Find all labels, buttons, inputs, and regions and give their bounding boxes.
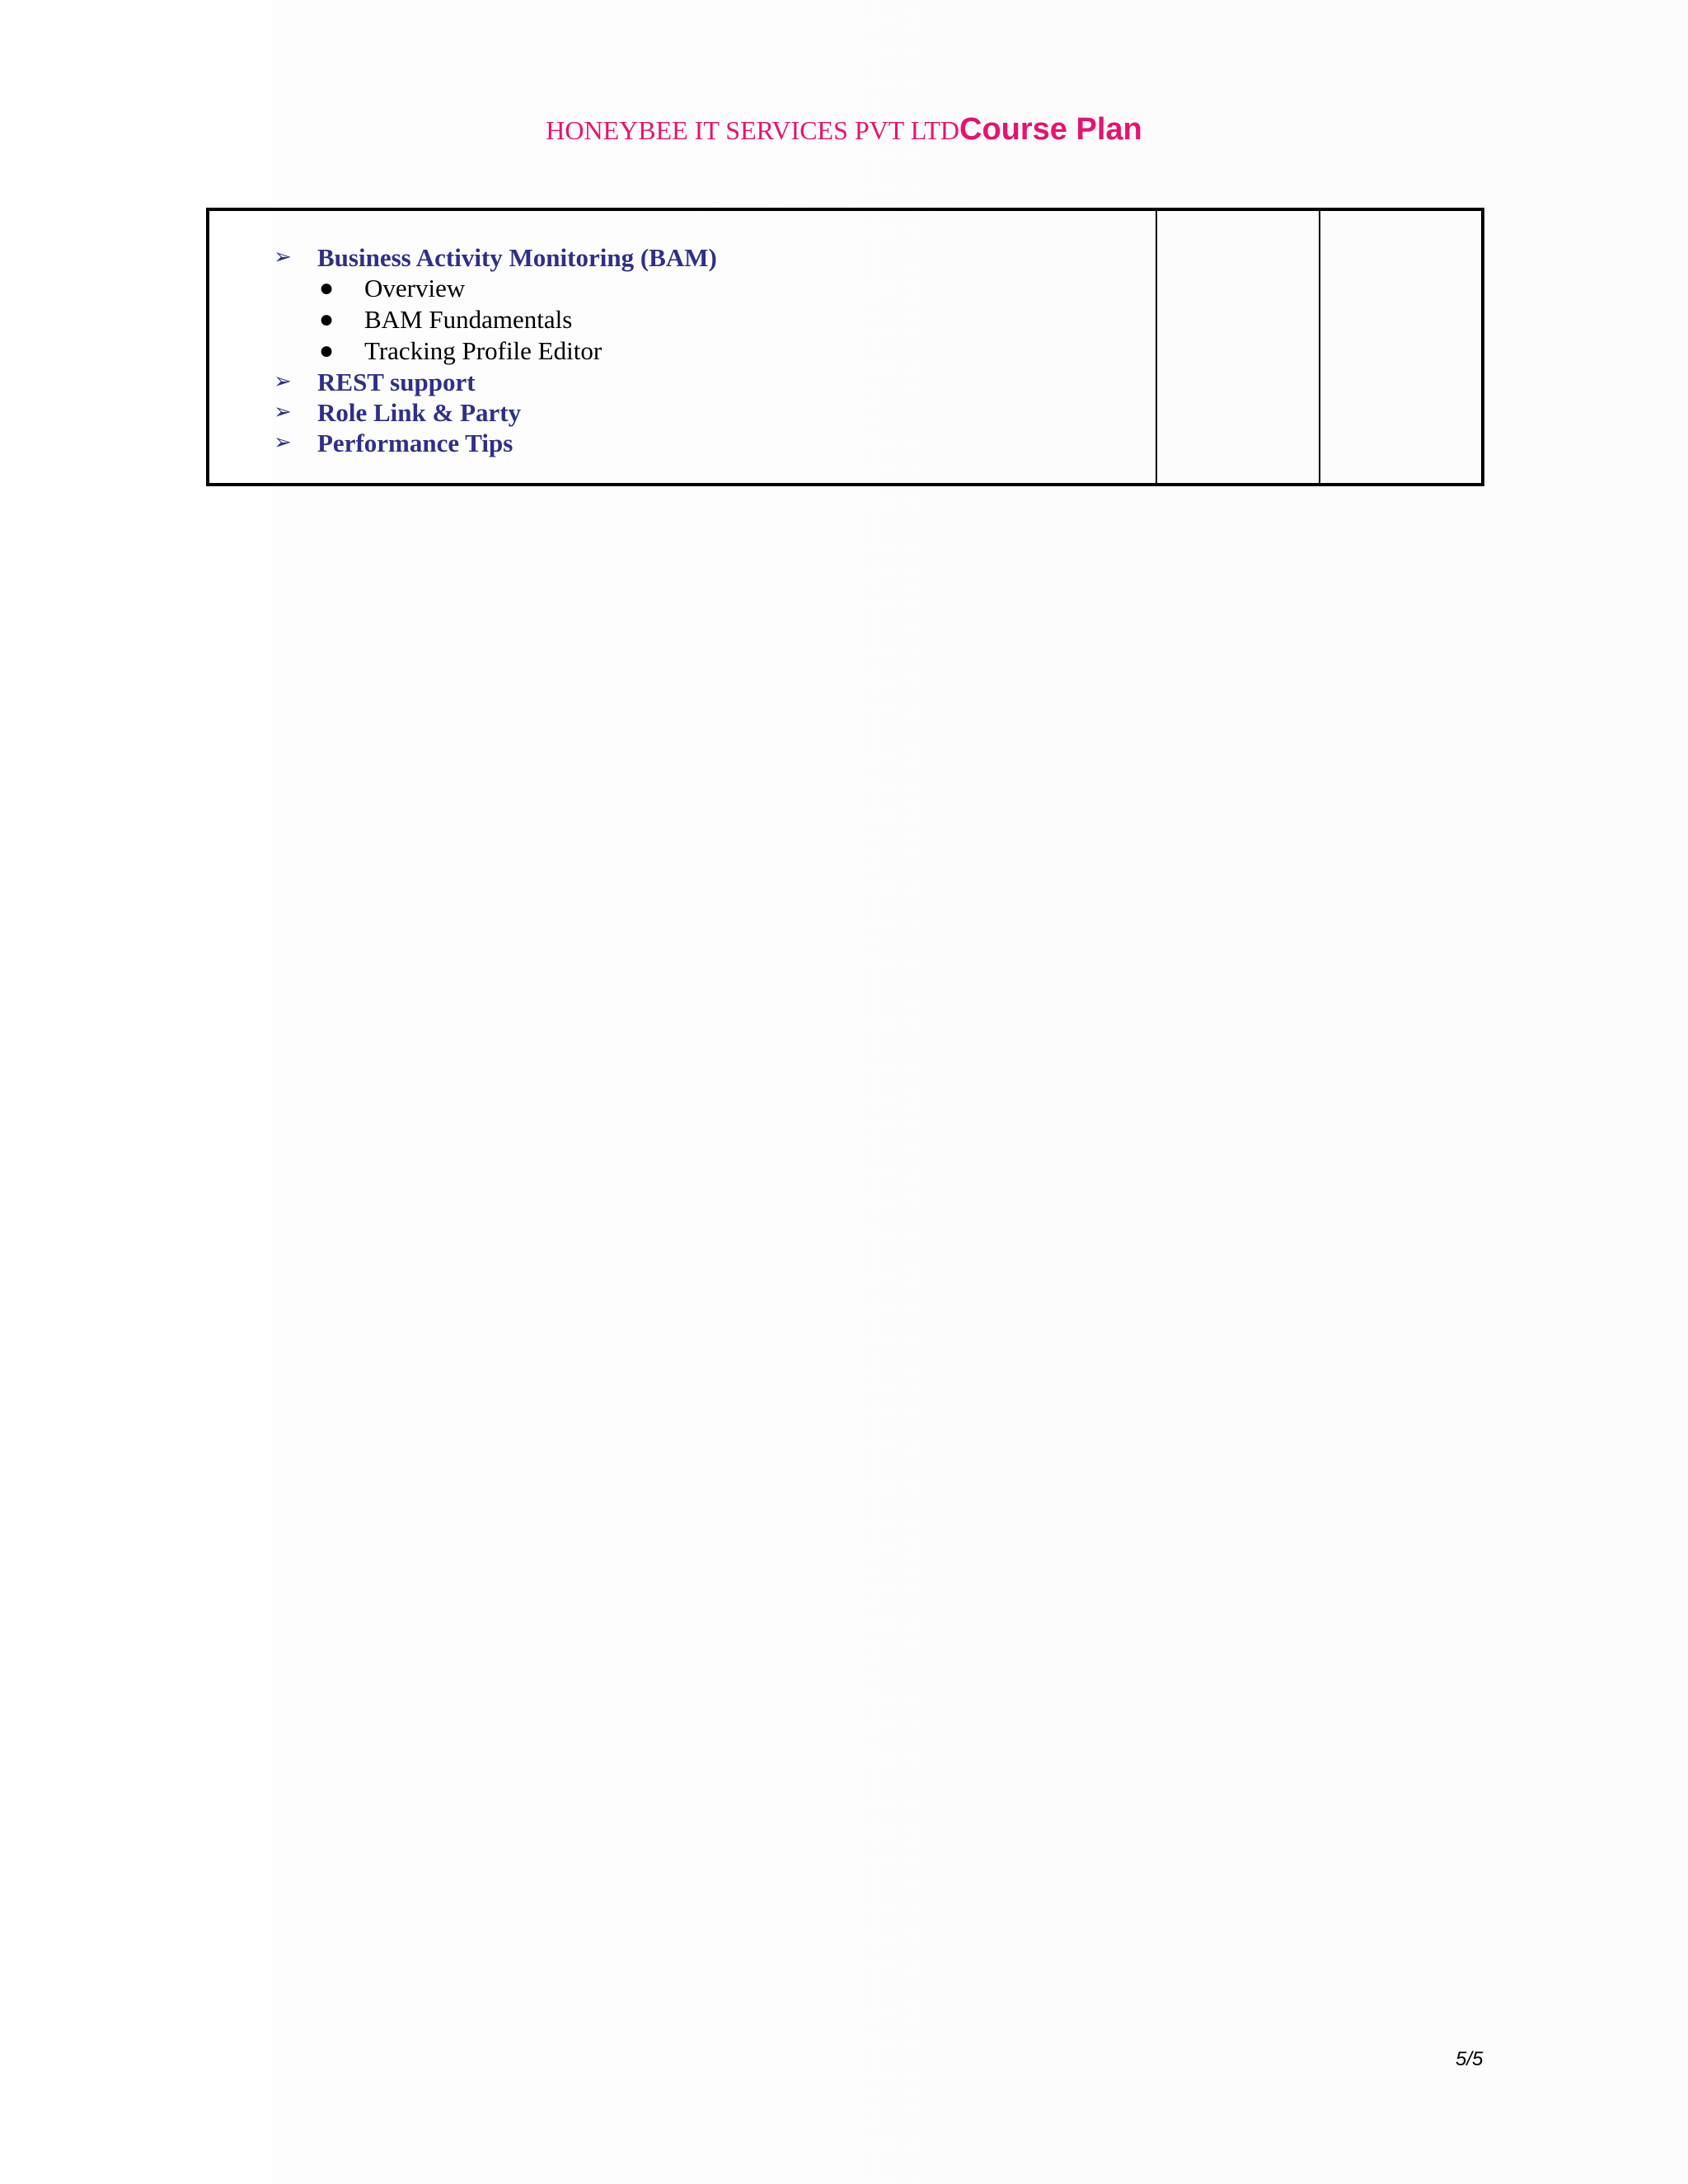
course-plan-table (206, 208, 1484, 486)
company-name: HONEYBEE IT SERVICES PVT LTD (546, 115, 960, 145)
topic-label: Business Activity Monitoring (BAM) (317, 243, 717, 272)
topic-label: REST support (317, 368, 476, 396)
page-number: 5/5 (1456, 2048, 1484, 2070)
subtopic-item (272, 273, 717, 304)
subtopic-label: BAM Fundamentals (364, 305, 573, 334)
topic-label: Performance Tips (317, 429, 513, 457)
round-bullet-icon: ● (318, 274, 335, 302)
arrowhead-bullet-icon: ➢ (274, 369, 292, 394)
topic-list (272, 242, 717, 458)
subtopic-item (272, 335, 717, 367)
topic-item (272, 367, 717, 397)
topic-item (272, 397, 717, 428)
round-bullet-icon: ● (318, 306, 335, 333)
subtopic-label: Tracking Profile Editor (364, 336, 603, 365)
arrowhead-bullet-icon: ➢ (274, 245, 292, 269)
topic-label: Role Link & Party (317, 398, 522, 427)
topics-cell (209, 211, 1157, 483)
round-bullet-icon: ● (318, 337, 335, 364)
topic-item (272, 242, 717, 367)
empty-cell-duration (1157, 211, 1320, 483)
subtopic-label: Overview (364, 274, 466, 302)
empty-cell-remarks (1320, 211, 1481, 483)
subtopic-list (272, 273, 717, 367)
arrowhead-bullet-icon: ➢ (274, 430, 292, 455)
topic-item (272, 428, 717, 458)
document-title: Course Plan (959, 112, 1142, 147)
page-header (0, 112, 1688, 148)
arrowhead-bullet-icon: ➢ (274, 400, 292, 424)
subtopic-item (272, 304, 717, 335)
